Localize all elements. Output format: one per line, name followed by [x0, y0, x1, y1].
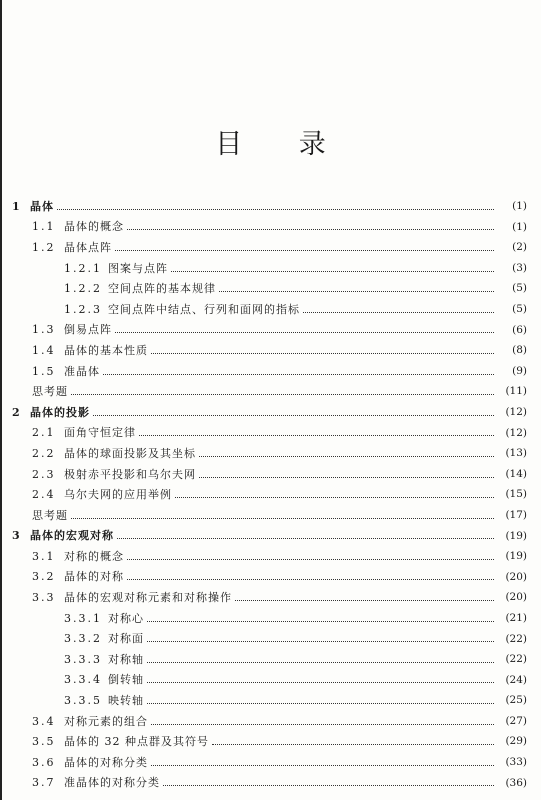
toc-entry-title: 晶体的宏观对称: [30, 529, 114, 543]
toc-entry-title: 思考题: [32, 508, 68, 522]
toc-entry-title: 晶体: [30, 199, 54, 213]
toc-entry-number: 3.3.1: [64, 611, 102, 625]
toc-entry-number: 3.3: [32, 591, 56, 605]
toc-entry-title: 晶体的 32 种点群及其符号: [64, 735, 209, 749]
toc-entry-leader: [57, 201, 494, 210]
toc-entry-number: 3.4: [32, 714, 56, 728]
toc-entry-page: (12): [505, 405, 527, 418]
toc-entry: [0, 361, 541, 382]
toc-entry: [0, 608, 541, 629]
toc-entry-title: 对称面: [108, 632, 144, 646]
toc-entry-title: 晶体的概念: [64, 220, 124, 234]
toc-entry-page: (2): [512, 241, 527, 254]
toc-entry-leader: [147, 654, 494, 663]
toc-entry: [0, 711, 541, 732]
page-title: 目 录: [215, 129, 350, 160]
toc-entry: [0, 546, 541, 567]
toc-entry-title: 晶体的对称: [64, 570, 124, 584]
toc-entry-page: (3): [512, 261, 527, 274]
toc-entry: [0, 690, 541, 711]
toc-entry: [0, 505, 541, 526]
toc-entry-title: 准晶体: [64, 364, 100, 378]
toc-entry-title: 晶体的球面投影及其坐标: [64, 446, 196, 460]
toc-entry: [0, 731, 541, 752]
toc-entry-title: 晶体的对称分类: [64, 755, 148, 769]
toc-entry-page: (24): [505, 673, 527, 686]
toc-entry: [0, 217, 541, 238]
toc-entry-page: (33): [505, 756, 527, 769]
toc-entry-number: 2: [12, 405, 22, 419]
toc-entry-leader: [151, 345, 494, 354]
toc-entry-page: (5): [512, 303, 527, 316]
toc-entry-number: 3.5: [32, 735, 56, 749]
toc-entry-page: (15): [505, 488, 527, 501]
toc-entry: [0, 773, 541, 794]
toc-entry: [0, 402, 541, 423]
toc-entry: [0, 587, 541, 608]
toc-entry-page: (22): [505, 653, 527, 666]
toc-entry-number: 3.3.4: [64, 673, 102, 687]
toc-entry-leader: [127, 551, 494, 560]
toc-entry-number: 1.3: [32, 323, 56, 337]
toc-entry-page: (13): [505, 447, 527, 460]
toc-entry: [0, 237, 541, 258]
toc-entry-page: (29): [505, 735, 527, 748]
toc-entry-leader: [235, 592, 494, 601]
toc-entry-title: 对称心: [108, 611, 144, 625]
toc-entry-page: (8): [512, 344, 527, 357]
toc-entry-title: 空间点阵中结点、行列和面网的指标: [108, 302, 300, 316]
toc-entry-number: 1.5: [32, 364, 56, 378]
toc-entry-number: 1.2.2: [64, 282, 102, 296]
toc-entry-title: 对称的概念: [64, 549, 124, 563]
toc-entry: [0, 649, 541, 670]
toc-entry-title: 映转轴: [108, 694, 144, 708]
toc-entry-leader: [115, 242, 494, 251]
toc-entry-title: 倒易点阵: [64, 323, 112, 337]
toc-entry: [0, 258, 541, 279]
toc-entry: [0, 423, 541, 444]
toc-entry-page: (17): [505, 508, 527, 521]
toc-entry-page: (21): [505, 611, 527, 624]
toc-entry-leader: [93, 407, 494, 416]
toc-entry-page: (19): [505, 550, 527, 563]
toc-entry: [0, 464, 541, 485]
toc-entry-page: (22): [505, 632, 527, 645]
toc-entry-leader: [175, 489, 494, 498]
toc-entry: [0, 484, 541, 505]
toc-entry-leader: [303, 304, 494, 313]
toc-entry-leader: [219, 283, 494, 292]
toc-entry-title: 极射赤平投影和乌尔夫网: [64, 467, 196, 481]
toc-entry-leader: [115, 324, 494, 333]
toc-entry-leader: [103, 366, 494, 375]
toc-entry-number: 2.1: [32, 426, 56, 440]
toc-entry-number: 2.3: [32, 467, 56, 481]
toc-entry-leader: [151, 757, 494, 766]
toc-entry: [0, 278, 541, 299]
toc-entry-title: 对称元素的组合: [64, 714, 148, 728]
toc-entry-number: 2.4: [32, 488, 56, 502]
toc-entry-leader: [171, 263, 494, 272]
toc-entry-page: (9): [512, 364, 527, 377]
toc-entry-leader: [199, 469, 494, 478]
toc-entry-title: 晶体的宏观对称元素和对称操作: [64, 591, 232, 605]
toc-entry-title: 晶体的基本性质: [64, 343, 148, 357]
toc-entry-page: (25): [505, 694, 527, 707]
toc-entry-title: 准晶体的对称分类: [64, 776, 160, 790]
toc-entry-title: 空间点阵的基本规律: [108, 282, 216, 296]
toc-entry: [0, 381, 541, 402]
toc-entry: [0, 567, 541, 588]
toc-entry-page: (14): [505, 467, 527, 480]
toc-entry-page: (6): [512, 323, 527, 336]
toc-entry-number: 1.2.3: [64, 302, 102, 316]
toc-entry-number: 1.2.1: [64, 261, 102, 275]
toc-entry: [0, 526, 541, 547]
toc-entry: [0, 340, 541, 361]
toc-entry-leader: [71, 510, 494, 519]
toc-entry: [0, 670, 541, 691]
toc-entry-leader: [163, 777, 494, 786]
toc-entry-page: (36): [505, 776, 527, 789]
toc-entry-title: 对称轴: [108, 652, 144, 666]
toc-entry-title: 晶体点阵: [64, 240, 112, 254]
toc-entry-leader: [147, 674, 494, 683]
toc-entry-leader: [147, 633, 494, 642]
toc-entry-title: 图案与点阵: [108, 261, 168, 275]
toc-entry-page: (11): [505, 385, 527, 398]
toc-entry-leader: [71, 386, 494, 395]
toc-entry-number: 1.2: [32, 240, 56, 254]
toc-entry: [0, 628, 541, 649]
table-of-contents: [0, 196, 541, 793]
toc-entry: [0, 752, 541, 773]
toc-entry-leader: [127, 571, 494, 580]
toc-entry-page: (1): [512, 200, 527, 213]
toc-entry-leader: [139, 427, 494, 436]
toc-entry-number: 3.6: [32, 755, 56, 769]
toc-entry-number: 3.3.2: [64, 632, 102, 646]
toc-entry-page: (1): [512, 220, 527, 233]
toc-entry-leader: [127, 221, 494, 230]
toc-entry-leader: [212, 736, 494, 745]
toc-entry-number: 1: [12, 199, 22, 213]
toc-entry-number: 1.1: [32, 220, 56, 234]
toc-entry-number: 3.3.5: [64, 694, 102, 708]
toc-entry: [0, 196, 541, 217]
toc-entry-page: (19): [505, 529, 527, 542]
toc-entry-page: (20): [505, 570, 527, 583]
toc-entry-leader: [117, 530, 494, 539]
toc-entry-title: 晶体的投影: [30, 405, 90, 419]
toc-entry-number: 3: [12, 529, 22, 543]
toc-entry-page: (27): [505, 714, 527, 727]
toc-entry-title: 倒转轴: [108, 673, 144, 687]
toc-entry-title: 乌尔夫网的应用举例: [64, 488, 172, 502]
toc-entry: [0, 320, 541, 341]
toc-entry: [0, 299, 541, 320]
toc-entry-leader: [151, 716, 494, 725]
toc-entry-page: (12): [505, 426, 527, 439]
toc-entry-number: 3.2: [32, 570, 56, 584]
toc-entry-title: 思考题: [32, 385, 68, 399]
toc-entry-page: (20): [505, 591, 527, 604]
toc-entry-page: (5): [512, 282, 527, 295]
toc-entry-leader: [147, 695, 494, 704]
toc-entry-leader: [147, 613, 494, 622]
toc-entry-leader: [199, 448, 494, 457]
toc-entry-number: 3.7: [32, 776, 56, 790]
toc-entry-number: 3.3.3: [64, 652, 102, 666]
toc-entry: [0, 443, 541, 464]
toc-entry-number: 3.1: [32, 549, 56, 563]
toc-entry-number: 1.4: [32, 343, 56, 357]
toc-entry-title: 面角守恒定律: [64, 426, 136, 440]
toc-entry-number: 2.2: [32, 446, 56, 460]
